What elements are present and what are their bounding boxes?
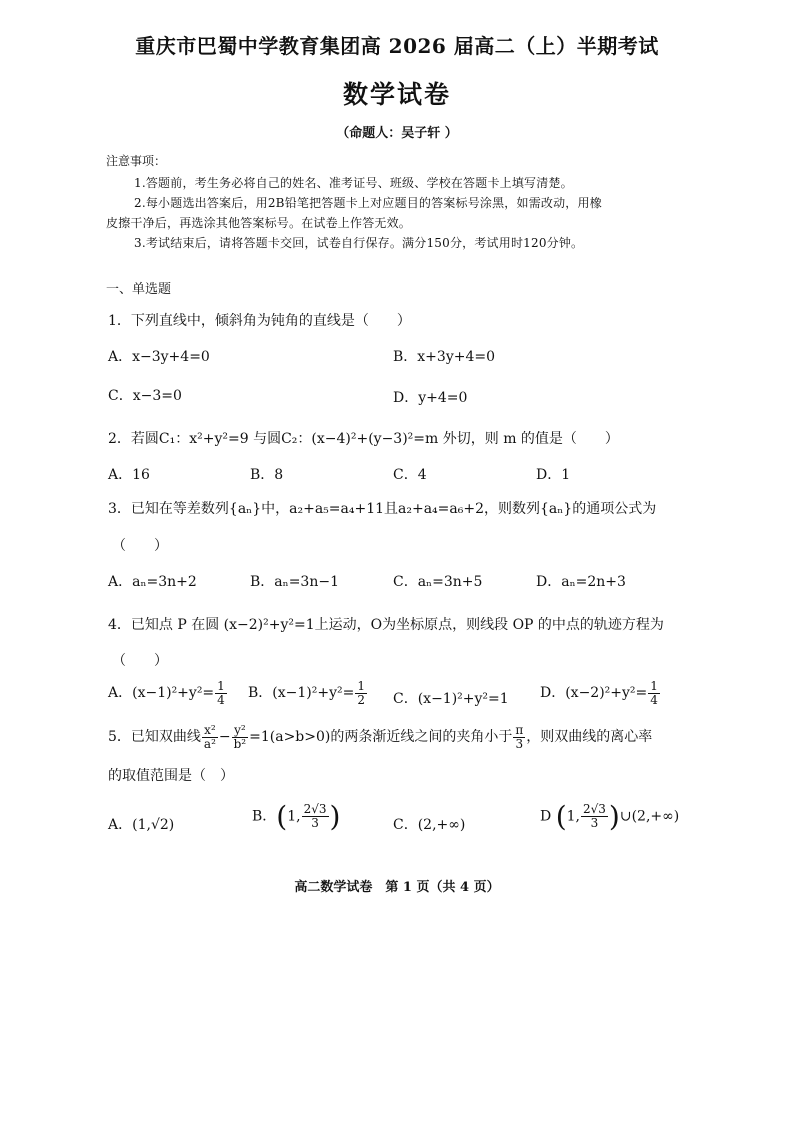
notes-heading: 注意事项： xyxy=(106,154,167,168)
option-b: B．(x−1)²+y²= $\frac{1}{2}$ xyxy=(248,679,365,707)
question-paren: （ ） xyxy=(112,538,168,554)
question-stem: 4．已知点 P 在圆 (x−2)²+y²=1上运动，O为坐标原点，则线段 OP 的中点的轨迹方程为 xyxy=(108,617,664,633)
exam-title: 重庆市巴蜀中学教育集团高 2026 届高二（上）半期考试 xyxy=(135,34,659,58)
section-heading: 一、单选题 xyxy=(106,282,172,297)
note-item: 皮擦干净后，再选涂其他答案标号。在试卷上作答无效。 xyxy=(106,216,412,230)
question-stem: 3．已知在等差数列{aₙ}中，a₂+a₅=a₄+11且a₂+a₄=a₆+2，则数列{aₙ}的通项公式为 xyxy=(108,501,657,517)
fraction: $\frac{\pi}{3}$ xyxy=(515,723,524,751)
question-stem: 2．若圆C₁：x²+y²=9 与圆C₂：(x−4)²+(y−3)²=m 外切，则 m 的值是（ ） xyxy=(108,431,619,447)
option-c: C．(2,+∞) xyxy=(393,817,466,833)
note-item: 3.考试结束后，请将答题卡交回，试卷自行保存。满分150分，考试用时120分钟。 xyxy=(134,236,584,250)
option-c: C．x−3=0 xyxy=(108,388,182,404)
fraction: $\frac{1}{4}$ xyxy=(217,679,225,707)
option-c: C．4 xyxy=(393,467,427,483)
option-d: D．1 xyxy=(536,467,571,483)
option-d: D．aₙ=2n+3 xyxy=(536,574,626,590)
note-item: 1.答题前，考生务必将自己的姓名、准考证号、班级、学校在答题卡上填写清楚。 xyxy=(134,176,573,190)
option-b: B．(1, $\frac{2√3}{3}$ ) xyxy=(252,800,341,833)
option-c: C．(x−1)²+y²=1 xyxy=(393,691,509,707)
fraction: $\frac{2√3}{3}$ xyxy=(303,802,327,830)
option-b: B．x+3y+4=0 xyxy=(393,349,496,365)
option-a: A．(1,√2) xyxy=(108,817,175,833)
option-b: B．aₙ=3n−1 xyxy=(250,574,339,590)
fraction: $\frac{1}{4}$ xyxy=(650,679,658,707)
note-item: 2.每小题选出答案后，用2B铅笔把答题卡上对应题目的答案标号涂黑，如需改动，用橡 xyxy=(134,196,602,210)
option-d: D (1, $\frac{2√3}{3}$ )∪(2,+∞) xyxy=(540,800,680,833)
exam-author: （命题人：吴子轩 ） xyxy=(336,126,458,141)
fraction: $\frac{2√3}{3}$ xyxy=(582,802,606,830)
question-stem: 1．下列直线中，倾斜角为钝角的直线是（ ） xyxy=(108,313,411,329)
option-a: A．(x−1)²+y²= $\frac{1}{4}$ xyxy=(108,679,225,707)
option-a: A．16 xyxy=(108,467,150,483)
option-a: A．x−3y+4=0 xyxy=(108,349,210,365)
exam-subtitle: 数学试卷 xyxy=(342,80,451,109)
question-stem: 5．已知双曲线 $\frac{\text{x²}}{\text{a²}}$ − $\frac{\text{y²}}{\text{b²}}$ =1(a>b>0)的两条渐近线之间的夹角小于 $\frac{\pi}{3}$ ，则双曲线的离心率 xyxy=(108,723,653,751)
option-d: D．y+4=0 xyxy=(393,390,468,406)
fraction: $\frac{\text{y²}}{\text{b²}}$ xyxy=(233,723,247,751)
fraction: $\frac{\text{x²}}{\text{a²}}$ xyxy=(203,723,216,751)
option-b: B．8 xyxy=(250,467,284,483)
option-a: A．aₙ=3n+2 xyxy=(108,574,197,590)
question-stem-continued: 的取值范围是（ ） xyxy=(108,768,234,784)
page-footer: 高二数学试卷 第 1 页（共 4 页） xyxy=(294,880,500,895)
fraction: $\frac{1}{2}$ xyxy=(357,679,365,707)
option-c: C．aₙ=3n+5 xyxy=(393,574,483,590)
question-paren: （ ） xyxy=(112,653,168,669)
option-d: D．(x−2)²+y²= $\frac{1}{4}$ xyxy=(540,679,658,707)
